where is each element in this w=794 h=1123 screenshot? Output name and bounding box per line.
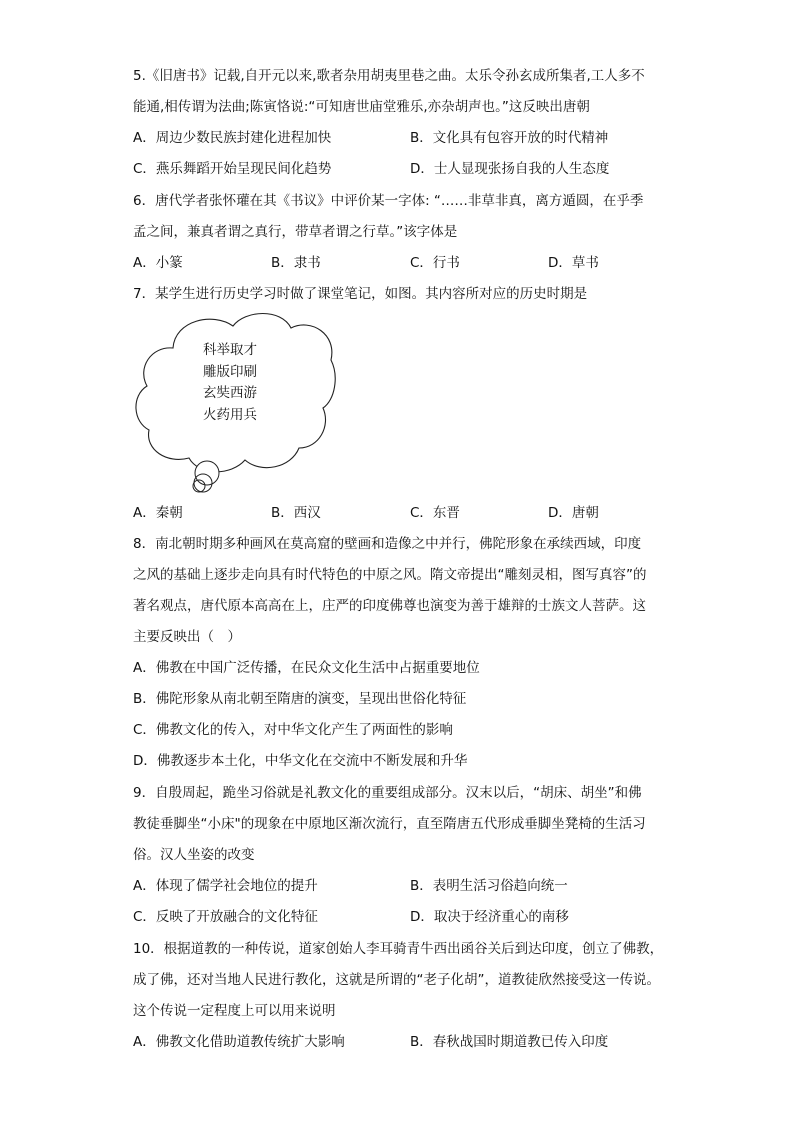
q8-stem-line1: 8．南北朝时期多种画风在莫高窟的壁画和造像之中并行，佛陀形象在承续西域，印度 xyxy=(133,536,642,552)
q5-option-c: C．燕乐舞蹈开始呈现民间化趋势 xyxy=(133,161,332,177)
q9-stem-line3: 俗。汉人坐姿的改变 xyxy=(133,847,255,863)
q8-stem-line3: 著名观点，唐代原本高高在上，庄严的印度佛尊也演变为善于雄辩的士族文人菩萨。这 xyxy=(133,598,646,614)
q9-option-b: B．表明生活习俗趋向统一 xyxy=(410,878,568,894)
q9-option-a: A．体现了儒学社会地位的提升 xyxy=(133,878,318,894)
cloud-note: 科举取才 xyxy=(203,342,257,358)
q7-option-c: C．东晋 xyxy=(410,505,460,521)
q7-option-a: A．秦朝 xyxy=(133,505,183,521)
cloud-note: 玄奘西游 xyxy=(203,385,257,401)
q10-option-a: A．佛教文化借助道教传统扩大影响 xyxy=(133,1034,345,1050)
q10-stem-line3: 这个传说一定程度上可以用来说明 xyxy=(133,1003,336,1019)
q9-stem-line2: 教徒垂脚坐“小床"的现象在中原地区渐次流行，直至隋唐五代形成垂脚坐凳椅的生活习 xyxy=(133,816,646,832)
q9-option-d: D．取决于经济重心的南移 xyxy=(410,909,569,925)
q8-stem-line4: 主要反映出（ ） xyxy=(133,629,241,645)
q5-stem-line1: 5.《旧唐书》记载,自开元以来,歌者杂用胡夷里巷之曲。太乐令孙玄成所集者,工人多不 xyxy=(133,68,645,84)
q6-option-d: D．草书 xyxy=(548,255,599,271)
q7-option-b: B．西汉 xyxy=(271,505,321,521)
cloud-note: 雕版印刷 xyxy=(203,363,257,380)
q6-option-c: C．行书 xyxy=(410,255,460,271)
q6-stem-line1: 6．唐代学者张怀瓘在其《书议》中评价某一字体: “……非草非真，离方遁圆，在乎季 xyxy=(133,193,644,209)
q9-stem-line1: 9．自殷周起，跪坐习俗就是礼教文化的重要组成部分。汉末以后，“胡床、胡坐”和佛 xyxy=(133,785,642,801)
q6-stem-line2: 孟之间，兼真者谓之真行，带草者谓之行草。”该字体是 xyxy=(133,224,458,240)
cloud-note: 火药用兵 xyxy=(203,406,257,423)
cloud-notes xyxy=(203,340,257,426)
q10-stem-line1: 10．根据道教的一种传说，道家创始人李耳骑青牛西出函谷关后到达印度，创立了佛教， xyxy=(133,941,664,957)
q5-option-d: D．士人显现张扬自我的人生态度 xyxy=(410,161,610,177)
q5-option-a: A．周边少数民族封建化进程加快 xyxy=(133,130,332,146)
q8-option-b: B．佛陀形象从南北朝至隋唐的演变，呈现出世俗化特征 xyxy=(133,691,467,707)
q8-option-c: C．佛教文化的传入，对中华文化产生了两面性的影响 xyxy=(133,722,453,738)
q9-option-c: C．反映了开放融合的文化特征 xyxy=(133,909,318,925)
q7-stem-line1: 7．某学生进行历史学习时做了课堂笔记，如图。其内容所对应的历史时期是 xyxy=(133,286,588,302)
q7-option-d: D．唐朝 xyxy=(548,505,599,521)
q10-option-b: B．春秋战国时期道教已传入印度 xyxy=(410,1034,609,1050)
q8-option-d: D．佛教逐步本土化，中华文化在交流中不断发展和升华 xyxy=(133,753,468,769)
q8-stem-line2: 之风的基础上逐步走向具有时代特色的中原之风。隋文帝提出“雕刻灵相，图写真容”的 xyxy=(133,567,647,583)
q5-option-b: B．文化具有包容开放的时代精神 xyxy=(410,130,609,146)
q6-option-a: A．小篆 xyxy=(133,255,183,271)
q5-stem-line2: 能通,相传谓为法曲;陈寅恪说:“可知唐世庙堂雅乐,亦杂胡声也。”这反映出唐朝 xyxy=(133,99,590,115)
q10-stem-line2: 成了佛，还对当地人民进行教化，这就是所谓的“老子化胡”，道教徒欣然接受这一传说。 xyxy=(133,972,660,988)
q8-option-a: A．佛教在中国广泛传播，在民众文化生活中占据重要地位 xyxy=(133,660,480,676)
q6-option-b: B．隶书 xyxy=(271,255,321,271)
